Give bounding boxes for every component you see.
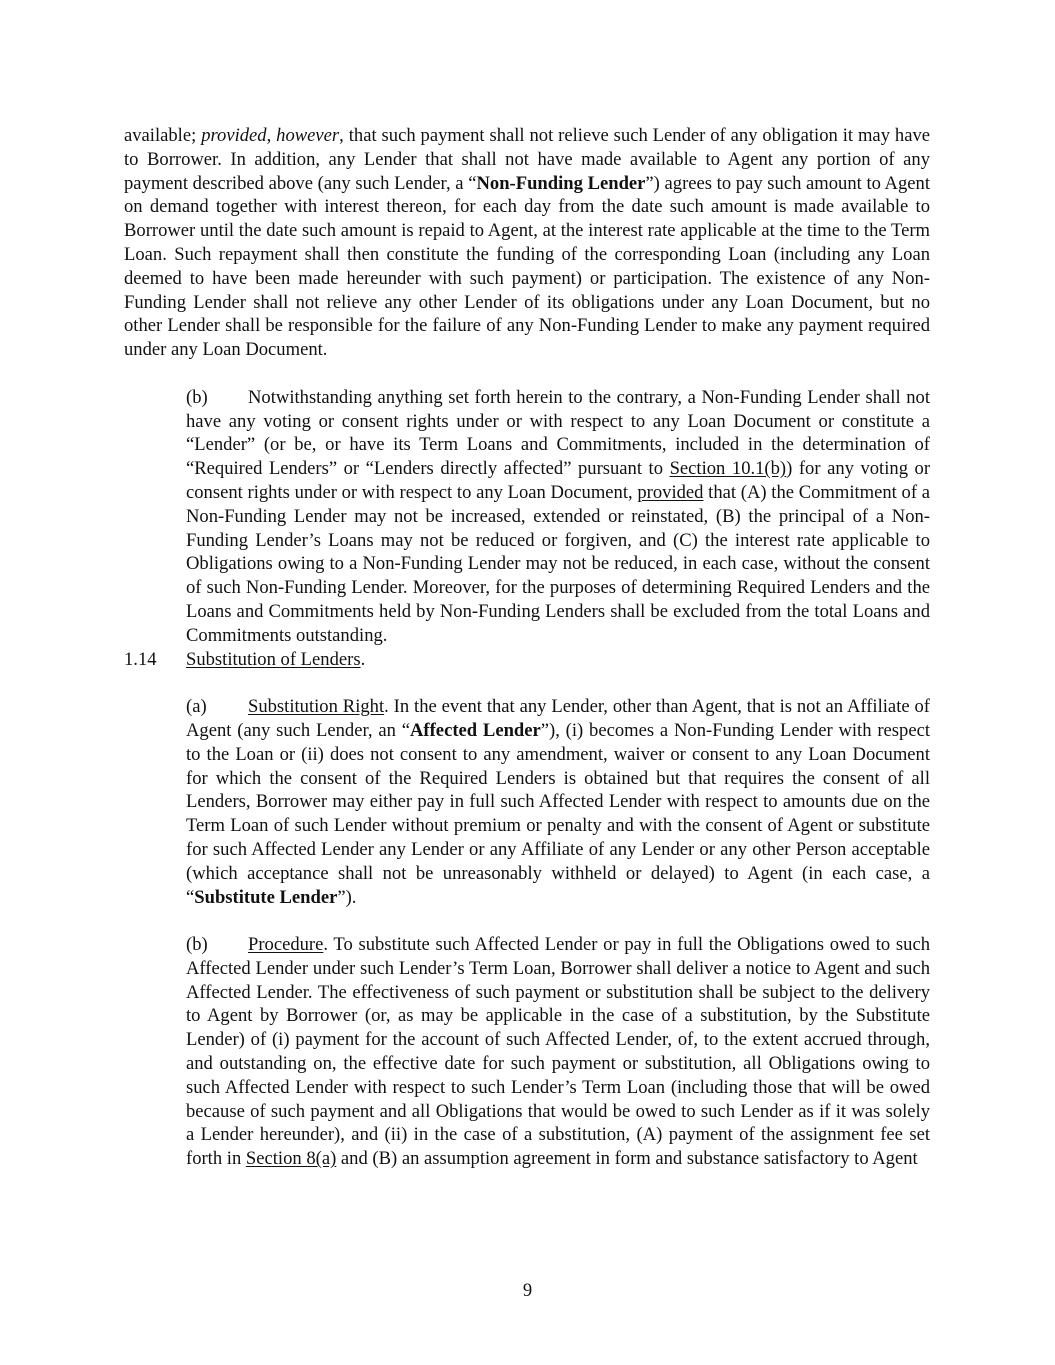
- page-number: 9: [522, 1280, 533, 1301]
- section-heading-1-14: 1.14 Substitution of Lenders.: [124, 648, 366, 670]
- subsection-label: (b): [186, 934, 208, 956]
- paragraph-continuation: available; provided, however, that such payment shall not relieve such Lender of any obligation it may have to Borrower. In addition, any Lender that shall not have made available to Agent any portion of any payment described above (any such Lender, a “Non-Funding Lender”) agrees to pay such amount to Agent on demand together with interest thereon, for each day from the date such amount is made available to Borrower until the date such amount is repaid to Agent, at the interest rate applicable at the time to the Term Loan. Such repayment shall then constitute the funding of the corresponding Loan (including any Loan deemed to have been made hereunder with such payment) or participation. The existence of any Non-Funding Lender shall not relieve any other Lender of its obligations under any Loan Document, but no other Lender shall be responsible for the failure of any Non-Funding Lender to make any payment required under any Loan Document.: [124, 125, 931, 361]
- section-title: Substitution of Lenders: [186, 648, 361, 670]
- defined-term-affected-lender: Affected Lender: [410, 719, 541, 741]
- paragraph-a-substitution-right: (a) Substitution Right. In the event that any Lender, other than Agent, that is not an Affiliate of Agent (any such Lender, an “Affected Lender”), (i) becomes a Non-Funding Lender with respect to the Loan or (ii) does not consent to any amendment, waiver or consent to any Loan Document for which the consent of the Required Lenders is obtained but that requires the consent of all Lenders, Borrower may either pay in full such Affected Lender with respect to amounts due on the Term Loan of such Lender without premium or penalty and with the consent of Agent or substitute for such Affected Lender any Lender or any Affiliate of any Lender or any other Person acceptable (which acceptance shall not be unreasonably withheld or delayed) to Agent (in each case, a “Substitute Lender”).: [186, 696, 930, 908]
- paragraph-b-non-funding: (b) Notwithstanding anything set forth herein to the contrary, a Non-Funding Lender shall not have any voting or consent rights under or with respect to any Loan Document or constitute a “Lender” (or be, or have its Term Loans and Commitments, included in the determination of “Required Lenders” or “Lenders directly affected” pursuant to Section 10.1(b)) for any voting or consent rights under or with respect to any Loan Document, provided that (A) the Commitment of a Non-Funding Lender may not be increased, extended or reinstated, (B) the principal of a Non-Funding Lender’s Loans may not be reduced or forgiven, and (C) the interest rate applicable to Obligations owing to a Non-Funding Lender may not be reduced, in each case, without the consent of such Non-Funding Lender. Moreover, for the purposes of determining Required Lenders and the Loans and Commitments held by Non-Funding Lenders shall be excluded from the total Loans and Commitments outstanding.: [186, 386, 931, 646]
- cross-reference-section-8-a[interactable]: Section 8(a): [245, 1148, 337, 1170]
- document-page: [124, 124, 930, 1171]
- emphasis-however: however: [276, 125, 340, 146]
- subsection-heading: Procedure: [248, 934, 324, 956]
- defined-term-non-funding-lender: Non-Funding Lender: [476, 172, 646, 194]
- subsection-label: (a): [186, 696, 207, 718]
- emphasis-provided: provided: [201, 125, 267, 146]
- section-number: 1.14: [124, 648, 157, 670]
- cross-reference-section-10-1-b[interactable]: Section 10.1(b): [669, 458, 787, 480]
- subsection-label: (b): [186, 386, 208, 408]
- subsection-heading: Substitution Right: [248, 696, 385, 718]
- paragraph-b-procedure: (b) Procedure. To substitute such Affected Lender or pay in full the Obligations owed to such Affected Lender under such Lender’s Term Loan, Borrower shall deliver a notice to Agent and such Affected Lender. The effectiveness of such payment or substitution shall be subject to the delivery to Agent by Borrower (or, as may be applicable in the case of a substitution, by the Substitute Lender) of (i) payment for the account of such Affected Lender, of, to the extent accrued through, and outstanding on, the effective date for such payment or substitution, all Obligations owing to such Affected Lender with respect to such Lender’s Term Loan (including those that will be owed because of such payment and all Obligations that would be owed to such Lender as if it was solely a Lender hereunder), and (ii) in the case of a substitution, (A) payment of the assignment fee set forth in Section 8(a) and (B) an assumption agreement in form and substance satisfactory to Agent: [186, 934, 930, 1170]
- emphasis-provided-underlined: provided: [637, 481, 704, 503]
- defined-term-substitute-lender: Substitute Lender: [194, 886, 338, 908]
